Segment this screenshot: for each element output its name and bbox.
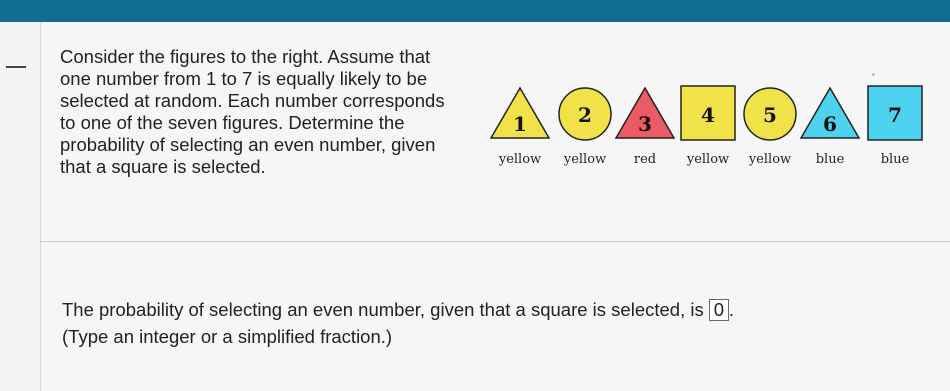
figure-4-square — [681, 86, 735, 167]
figure-3-triangle — [616, 88, 674, 167]
answer-prefix: The probability of selecting an even number, given that a square is selected, is — [62, 299, 704, 320]
answer-suffix: . — [728, 299, 734, 320]
figure-2-circle — [559, 88, 611, 167]
question-line: selected at random. Each number corresponds — [60, 90, 445, 111]
top-bar — [0, 0, 950, 22]
figure-color-label: yellow — [686, 152, 730, 167]
question-line: one number from 1 to 7 is equally likely to be — [60, 68, 428, 89]
figure-number: 5 — [763, 103, 777, 127]
section-divider — [40, 241, 950, 242]
question-line: Consider the figures to the right. Assume that — [60, 46, 431, 67]
figure-color-label: yellow — [748, 152, 792, 167]
answer-input[interactable]: 0 — [709, 299, 729, 321]
figure-number: 2 — [578, 103, 592, 127]
figure-7-square — [868, 86, 922, 167]
figure-6-triangle — [801, 88, 859, 167]
left-margin-mark — [6, 66, 26, 68]
figure-color-label: yellow — [563, 152, 607, 167]
figure-color-label: blue — [880, 152, 910, 167]
figure-color-label: yellow — [498, 152, 542, 167]
speck-dot — [872, 73, 875, 76]
answer-hint: (Type an integer or a simplified fraction.) — [62, 326, 393, 347]
figure-number: 4 — [701, 103, 715, 127]
question-line: probability of selecting an even number, given — [60, 134, 436, 155]
figure-5-circle — [744, 88, 796, 167]
question-text — [60, 46, 490, 178]
figure-color-label: blue — [815, 152, 845, 167]
figure-number: 6 — [823, 112, 837, 136]
figure-color-label: red — [633, 152, 657, 167]
figure-number: 3 — [638, 112, 652, 136]
figures-panel — [490, 80, 930, 180]
answer-sentence — [62, 299, 734, 321]
figure-number: 1 — [513, 112, 527, 136]
figure-1-triangle — [491, 88, 549, 167]
question-line: that a square is selected. — [60, 156, 266, 177]
question-line: to one of the seven figures. Determine the — [60, 112, 405, 133]
figure-number: 7 — [888, 103, 902, 127]
